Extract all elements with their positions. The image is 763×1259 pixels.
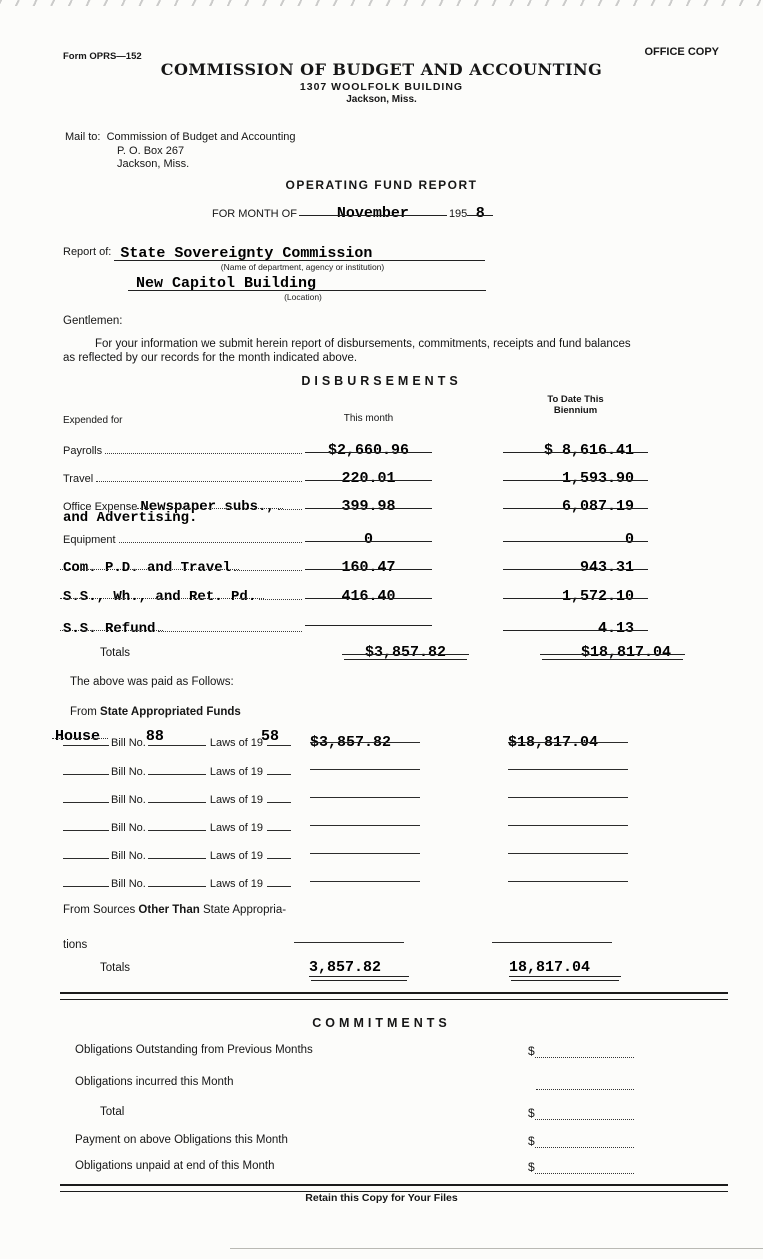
fill-in-line	[535, 1044, 634, 1058]
department-caption: (Name of department, agency or institution)	[220, 262, 385, 272]
office-copy-label: OFFICE COPY	[644, 46, 719, 58]
laws-of-label: Laws of 19	[209, 766, 264, 778]
disbursements-totals-row	[63, 643, 671, 663]
section-divider-rule	[60, 992, 728, 1000]
row-label: Travel	[63, 473, 94, 485]
state-appropriated-funds-label: State Appropriated Funds	[100, 706, 241, 718]
bill-row-1	[55, 728, 648, 751]
bill-no-label: Bill No.	[111, 737, 146, 749]
fill-in-line	[535, 1160, 634, 1174]
bill-prefix-typed: House	[55, 728, 101, 745]
this-month-value: 399.98	[341, 498, 396, 515]
typed-entry: Com. P.D. and Travel	[63, 560, 232, 576]
commitment-row-unpaid	[75, 1160, 695, 1178]
from-sources-label: From Sources	[63, 904, 136, 916]
typed-entry: Newspaper subs.,	[140, 499, 275, 515]
disbursement-row-travel	[63, 468, 648, 488]
biennium-value: $ 8,616.41	[543, 442, 634, 459]
bill-row-6	[63, 872, 648, 890]
paid-intro: The above was paid as Follows:	[70, 676, 234, 688]
agency-address-line2: Jackson, Miss.	[346, 94, 417, 105]
scan-artifact-line	[230, 1248, 763, 1249]
commitment-label: Obligations incurred this Month	[75, 1076, 234, 1088]
agency-title: COMMISSION OF BUDGET AND ACCOUNTING	[160, 60, 603, 79]
bill-this-month: $3,857.82	[310, 734, 392, 751]
dotted-leader	[119, 529, 302, 543]
totals-label: Totals	[100, 647, 131, 659]
department-value: State Sovereignty Commission	[120, 245, 373, 262]
bill-no-label: Bill No.	[111, 878, 146, 890]
laws-of-label: Laws of 19	[209, 878, 264, 890]
paid-totals-biennium: 18,817.04	[509, 959, 591, 976]
fill-in-line	[535, 1134, 634, 1148]
col-header-expended-for: Expended for	[63, 415, 123, 426]
disbursement-row-ss-refund	[63, 614, 648, 637]
disbursement-row-ss-wh-ret	[63, 586, 648, 606]
this-month-value: 220.01	[341, 470, 396, 487]
biennium-value: 1,572.10	[561, 588, 634, 605]
footer-divider-rule	[60, 1184, 728, 1192]
from-label: From	[70, 706, 97, 718]
commitment-row-total	[75, 1106, 695, 1124]
dotted-leader	[96, 468, 302, 482]
salutation: Gentlemen:	[63, 315, 123, 327]
other-sources-line2-row	[63, 933, 648, 951]
disbursement-row-payrolls	[63, 440, 648, 460]
bill-no-typed: 88	[145, 728, 164, 745]
this-month-value: 416.40	[341, 588, 396, 605]
commitment-label: Obligations unpaid at end of this Month	[75, 1160, 275, 1172]
this-month-value: 160.47	[341, 559, 396, 576]
location-value: New Capitol Building	[136, 275, 317, 292]
col-biennium-line2: Biennium	[553, 405, 598, 416]
mail-to-block	[65, 131, 296, 172]
biennium-value: 4.13	[597, 620, 634, 637]
bill-no-label: Bill No.	[111, 794, 146, 806]
agency-address-line1: 1307 WOOLFOLK BUILDING	[299, 81, 464, 93]
body-line2: as reflected by our records for the month indicated above.	[63, 352, 358, 364]
mail-to-line3: Jackson, Miss.	[117, 158, 190, 170]
biennium-value: 1,593.90	[561, 470, 634, 487]
typed-entry: S.S., Wh., and Ret. Pd.	[63, 589, 257, 605]
biennium-value: 943.31	[579, 559, 634, 576]
paid-totals-this-month: 3,857.82	[309, 959, 382, 976]
mail-to-line1: Commission of Budget and Accounting	[106, 131, 296, 143]
bill-no-label: Bill No.	[111, 850, 146, 862]
mail-to-line2: P. O. Box 267	[117, 144, 185, 157]
typed-entry: S.S. Refund	[63, 621, 156, 637]
dollar-sign: $	[528, 1106, 535, 1120]
commitments-title: COMMITMENTS	[312, 1016, 451, 1030]
laws-of-label: Laws of 19	[209, 822, 264, 834]
col-header-biennium	[503, 394, 648, 416]
dotted-leader	[234, 557, 302, 571]
laws-of-label: Laws of 19	[209, 737, 264, 749]
col-biennium-line1: To Date This	[547, 394, 604, 405]
commitment-row-incurred	[75, 1076, 695, 1094]
for-month-of-label: FOR MONTH OF	[212, 208, 297, 220]
totals-this-month: $3,857.82	[364, 644, 446, 661]
paid-totals-row	[63, 959, 648, 977]
scan-perforation-edge	[0, 0, 763, 6]
report-of-label: Report of:	[63, 246, 112, 258]
dotted-leader	[158, 618, 302, 632]
location-caption: (Location)	[284, 292, 322, 302]
biennium-value: 6,087.19	[561, 498, 634, 515]
dollar-sign: $	[528, 1160, 535, 1174]
commitment-label: Obligations Outstanding from Previous Months	[75, 1044, 313, 1056]
bill-no-label: Bill No.	[111, 822, 146, 834]
row-label: Office Expense	[63, 501, 138, 513]
fill-in-line	[535, 1106, 634, 1120]
year-printed: 195	[448, 208, 468, 220]
month-field	[299, 205, 447, 221]
bill-row-4	[63, 816, 648, 834]
department-field	[114, 243, 485, 261]
state-appropria-label: State Appropria-	[202, 904, 287, 916]
bill-row-2	[63, 760, 648, 778]
disbursements-title: DISBURSEMENTS	[301, 374, 462, 388]
fill-in-line	[536, 1076, 634, 1090]
this-month-value: $2,660.96	[327, 442, 409, 459]
dotted-leader	[105, 440, 302, 454]
commitment-label: Total	[100, 1106, 125, 1118]
laws-of-label: Laws of 19	[209, 850, 264, 862]
this-month-value: 0	[363, 531, 373, 548]
other-sources-line1	[63, 904, 286, 916]
dotted-leader	[259, 586, 302, 600]
year-value: 8	[475, 205, 485, 222]
office-expense-typed-line2: and Advertising.	[63, 510, 198, 526]
row-label: Payrolls	[63, 445, 103, 457]
location-field	[128, 272, 486, 291]
year-field	[467, 205, 493, 221]
commitment-label: Payment on above Obligations this Month	[75, 1134, 288, 1146]
bill-row-3	[63, 788, 648, 806]
body-line1: For your information we submit herein report of disbursements, commitments, receipts and fund balances	[95, 338, 631, 350]
dollar-sign: $	[528, 1044, 535, 1058]
biennium-value: 0	[624, 531, 634, 548]
totals-biennium: $18,817.04	[580, 644, 671, 661]
month-line	[212, 205, 493, 221]
col-header-this-month: This month	[343, 413, 394, 424]
tions-label: tions	[63, 939, 88, 951]
from-state-line	[70, 706, 241, 718]
row-label: Equipment	[63, 534, 116, 546]
report-of-line	[63, 243, 485, 261]
footer-note: Retain this Copy for Your Files	[305, 1192, 458, 1204]
disbursement-row-equipment	[63, 529, 648, 549]
bill-no-label: Bill No.	[111, 766, 146, 778]
bill-row-5	[63, 844, 648, 862]
commitment-row-outstanding	[75, 1044, 695, 1062]
other-than-label: Other Than	[138, 904, 200, 916]
form-number: Form OPRS—152	[63, 51, 142, 62]
laws-of-label: Laws of 19	[209, 794, 264, 806]
commitment-row-payment	[75, 1134, 695, 1152]
totals-label: Totals	[100, 962, 131, 974]
laws-year-typed: 58	[261, 728, 280, 745]
bill-biennium: $18,817.04	[508, 734, 599, 751]
disbursement-row-com-pd-travel	[63, 557, 648, 577]
mail-to-label: Mail to:	[65, 131, 101, 143]
dollar-sign: $	[528, 1134, 535, 1148]
report-title: OPERATING FUND REPORT	[285, 178, 478, 192]
month-value: November	[336, 205, 409, 222]
